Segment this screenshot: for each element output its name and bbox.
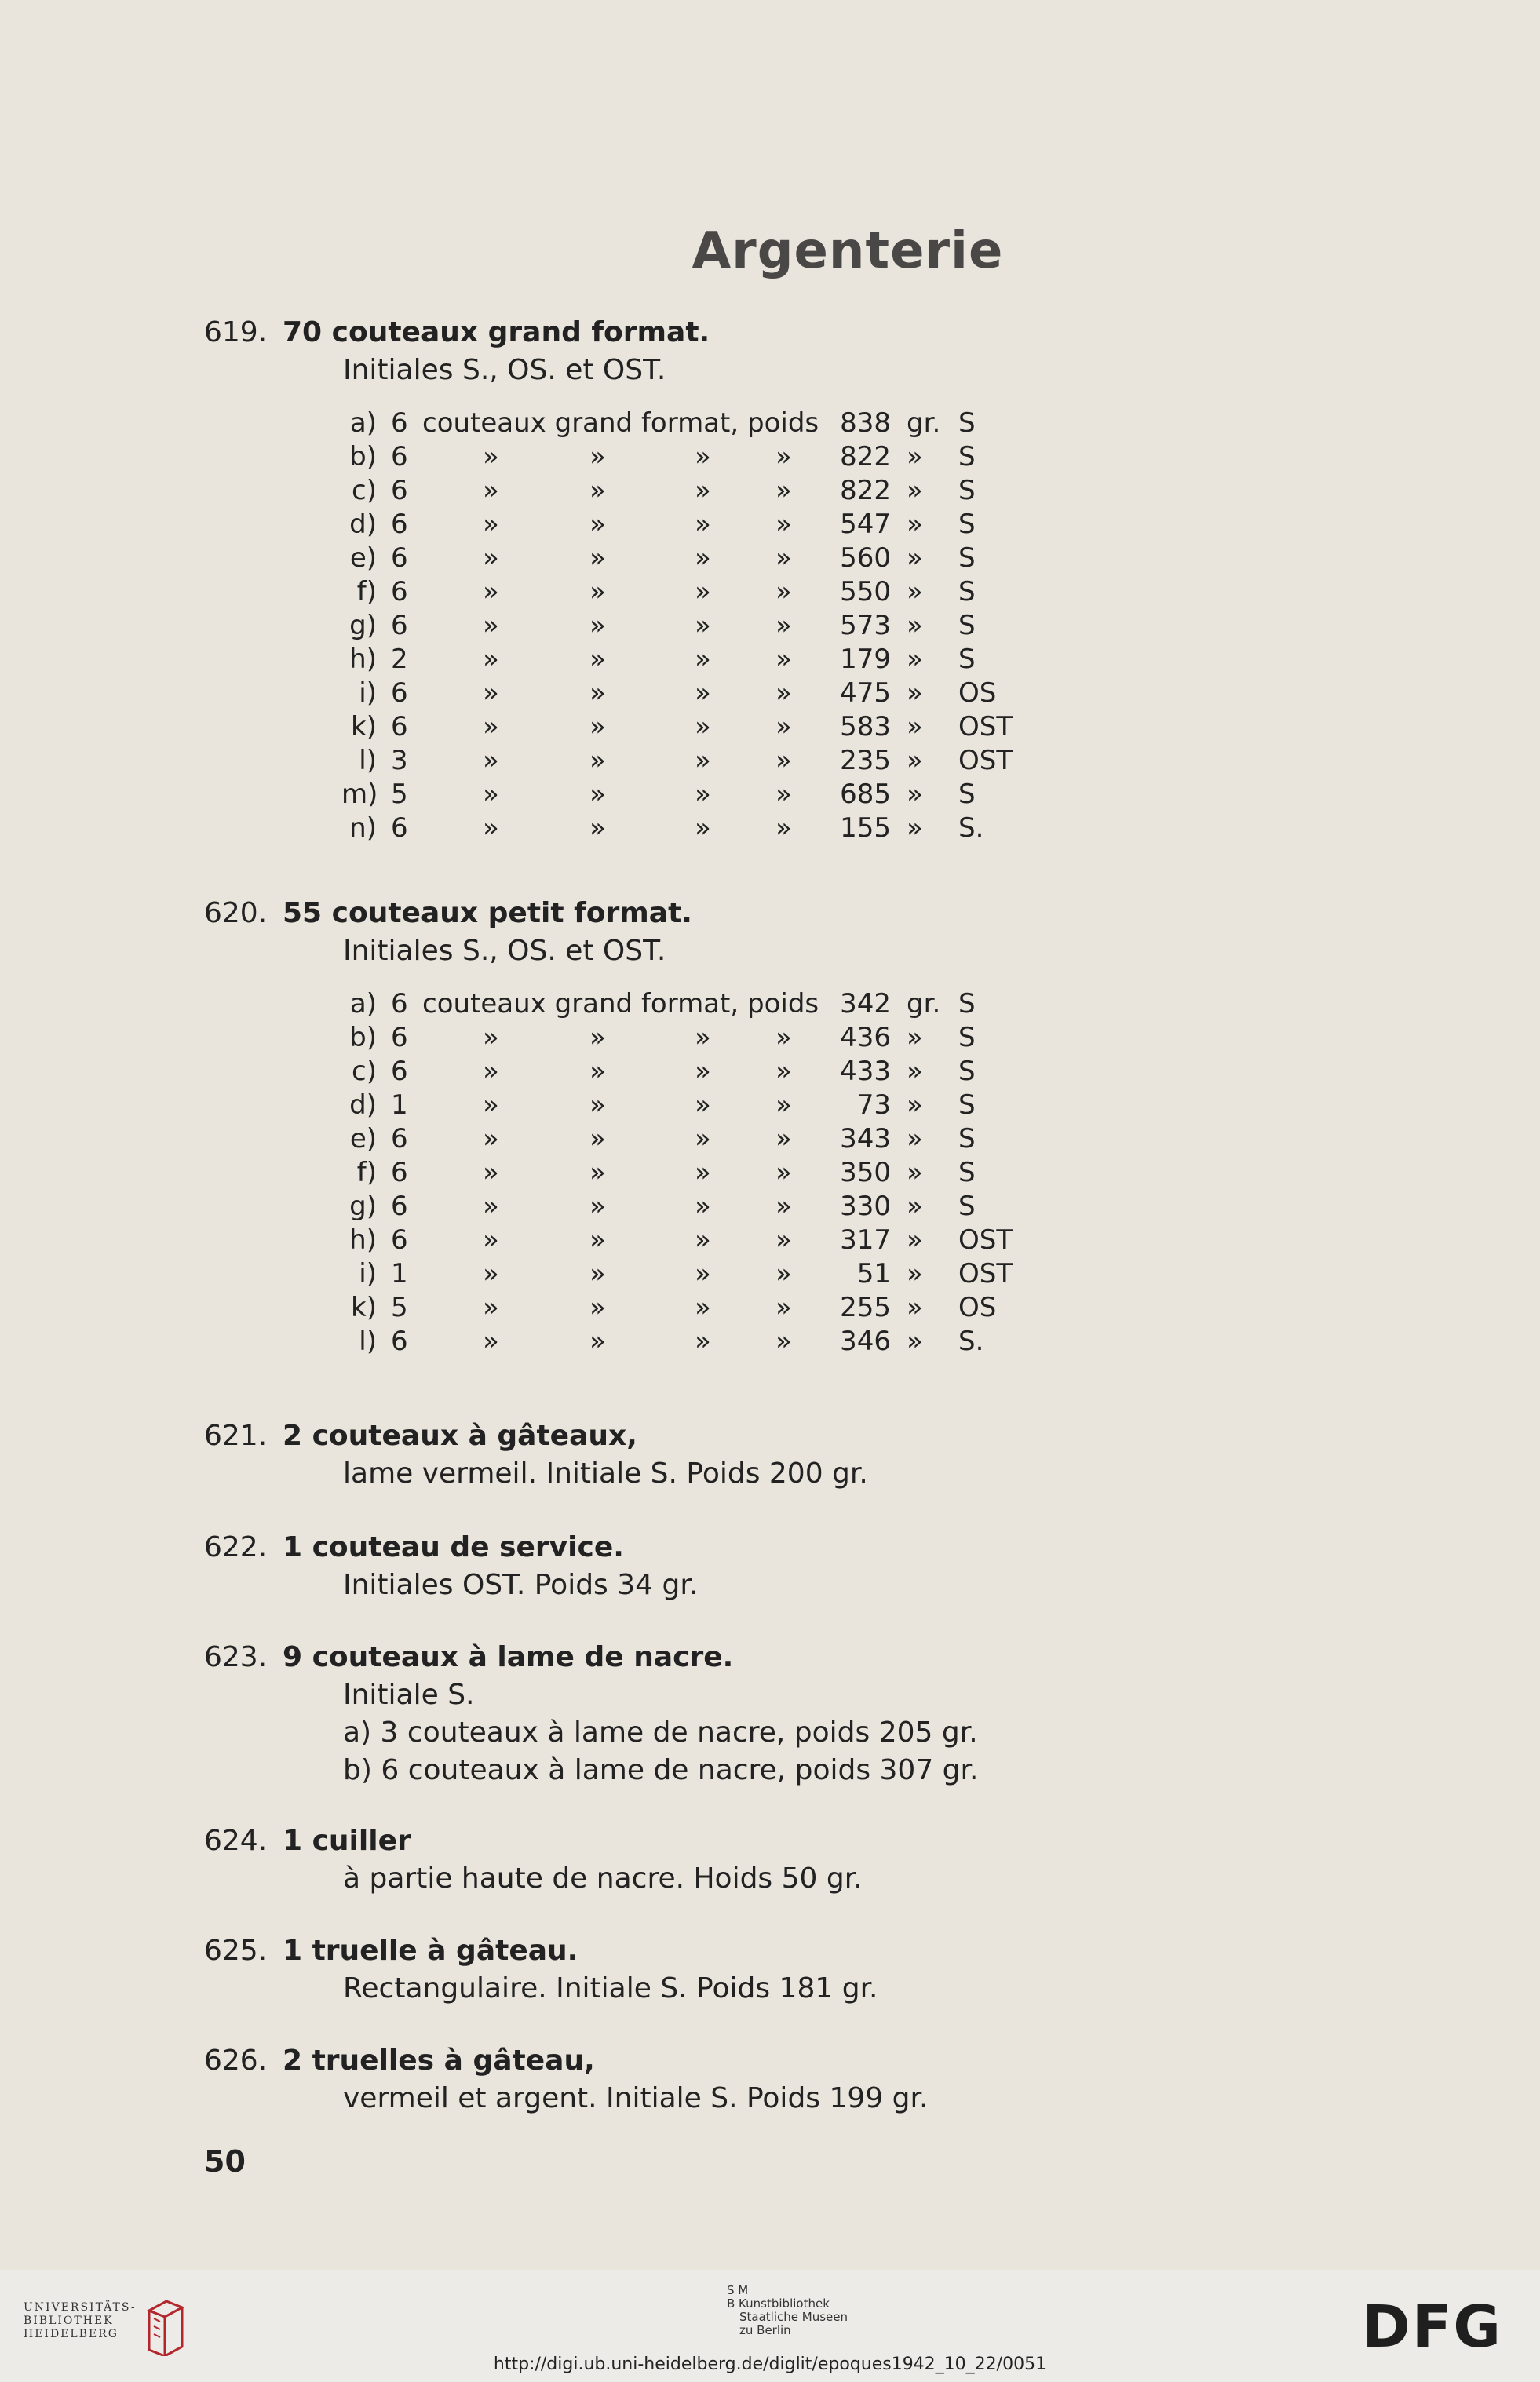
row-count: 6 — [391, 711, 408, 742]
row-initial: OST — [958, 1224, 1013, 1256]
ditto-mark: » — [483, 711, 499, 742]
ditto-mark: » — [775, 1191, 792, 1222]
row-count: 6 — [391, 1056, 408, 1087]
row-weight: 155 — [840, 812, 891, 844]
ditto-mark: » — [589, 1056, 606, 1087]
row-count: 6 — [391, 509, 408, 540]
ditto-mark: » — [483, 1022, 499, 1053]
row-weight: 51 — [856, 1258, 891, 1289]
ditto-mark: » — [483, 745, 499, 776]
ditto-mark: » — [775, 779, 792, 810]
ditto-mark: » — [589, 1123, 606, 1155]
row-initial: S. — [958, 812, 984, 844]
ditto-mark: » — [695, 441, 711, 472]
ditto-mark: » — [483, 542, 499, 574]
entry-title: 55 couteaux petit format. — [283, 897, 692, 929]
row-weight: 560 — [840, 542, 891, 574]
catalog-entry-621 — [204, 1417, 868, 1493]
entry-line: b) 6 couteaux à lame de nacre, poids 307 gr. — [343, 1754, 979, 1786]
ditto-mark: » — [775, 576, 792, 607]
row-count: 6 — [391, 1224, 408, 1256]
row-weight: 342 — [840, 988, 891, 1020]
row-initial: S — [958, 1089, 976, 1121]
ditto-mark: » — [695, 779, 711, 810]
ditto-mark: » — [695, 711, 711, 742]
row-unit: » — [907, 1089, 923, 1121]
heidelberg-library-wordmark[interactable] — [24, 2301, 137, 2341]
row-unit: » — [907, 745, 923, 776]
ditto-mark: » — [589, 1022, 606, 1053]
row-count: 6 — [391, 1326, 408, 1357]
entry-line: Rectangulaire. Initiale S. Poids 181 gr. — [343, 1972, 878, 2004]
row-weight: 179 — [840, 644, 891, 675]
row-unit: » — [907, 1258, 923, 1289]
ditto-mark: » — [695, 677, 711, 709]
catalog-entry-626 — [204, 2042, 928, 2118]
row-description: couteaux grand format, poids — [422, 407, 819, 439]
page-number: 50 — [204, 2144, 246, 2179]
ditto-mark: » — [589, 812, 606, 844]
ditto-mark: » — [483, 1123, 499, 1155]
row-label: f) — [356, 576, 377, 607]
ditto-mark: » — [775, 1157, 792, 1188]
entry-heading — [204, 1417, 868, 1455]
row-label: k) — [351, 711, 377, 742]
entry-title: 9 couteaux à lame de nacre. — [283, 1641, 734, 1673]
catalog-entry-622 — [204, 1529, 698, 1604]
ditto-mark: » — [589, 475, 606, 506]
catalog-entry-625 — [204, 1932, 878, 2008]
row-label: m) — [341, 779, 378, 810]
ditto-mark: » — [695, 542, 711, 574]
ditto-mark: » — [589, 441, 606, 472]
entry-heading — [204, 1639, 978, 1676]
entry-title: 70 couteaux grand format. — [283, 316, 710, 348]
row-initial: S — [958, 407, 976, 439]
row-initial: S — [958, 1022, 976, 1053]
row-count: 1 — [391, 1258, 408, 1289]
ditto-mark: » — [589, 1326, 606, 1357]
permalink-url[interactable]: http://digi.ub.uni-heidelberg.de/diglit/epoques1942_10_22/0051 — [493, 2355, 1047, 2374]
ditto-mark: » — [695, 1089, 711, 1121]
ditto-mark: » — [695, 1157, 711, 1188]
row-unit: » — [907, 1224, 923, 1256]
row-weight: 822 — [840, 475, 891, 506]
row-unit: » — [907, 576, 923, 607]
row-unit: » — [907, 1056, 923, 1087]
catalog-entry-619 — [204, 314, 710, 389]
row-initial: S — [958, 644, 976, 675]
row-initial: OS — [958, 677, 997, 709]
row-initial: S — [958, 988, 976, 1020]
ditto-mark: » — [775, 542, 792, 574]
row-weight: 475 — [840, 677, 891, 709]
entry-number: 619. — [204, 316, 268, 348]
entry-heading — [204, 895, 692, 932]
row-count: 6 — [391, 542, 408, 574]
ditto-mark: » — [589, 1191, 606, 1222]
entry-number: 622. — [204, 1531, 268, 1563]
row-unit: » — [907, 509, 923, 540]
ditto-mark: » — [589, 711, 606, 742]
ditto-mark: » — [695, 812, 711, 844]
ditto-mark: » — [589, 677, 606, 709]
entry-line: lame vermeil. Initiale S. Poids 200 gr. — [343, 1457, 868, 1490]
entry-number: 620. — [204, 897, 268, 929]
ditto-mark: » — [775, 1089, 792, 1121]
row-count: 5 — [391, 1292, 408, 1323]
row-count: 6 — [391, 677, 408, 709]
row-initial: OS — [958, 1292, 997, 1323]
ditto-mark: » — [695, 509, 711, 540]
ditto-mark: » — [483, 1157, 499, 1188]
ditto-mark: » — [589, 779, 606, 810]
ditto-mark: » — [775, 1224, 792, 1256]
entry-title: 2 couteaux à gâteaux, — [283, 1420, 637, 1452]
ditto-mark: » — [775, 711, 792, 742]
row-initial: S. — [958, 1326, 984, 1357]
ditto-mark: » — [775, 745, 792, 776]
ditto-mark: » — [589, 745, 606, 776]
ditto-mark: » — [775, 509, 792, 540]
row-weight: 255 — [840, 1292, 891, 1323]
ditto-mark: » — [483, 1056, 499, 1087]
row-initial: S — [958, 779, 976, 810]
row-unit: » — [907, 542, 923, 574]
row-description: couteaux grand format, poids — [422, 988, 819, 1020]
ditto-mark: » — [775, 1258, 792, 1289]
library-logo-icon — [143, 2295, 187, 2356]
row-weight: 583 — [840, 711, 891, 742]
ditto-mark: » — [483, 1089, 499, 1121]
smb-credit — [727, 2284, 848, 2337]
row-initial: OST — [958, 1258, 1013, 1289]
ditto-mark: » — [483, 1292, 499, 1323]
row-initial: S — [958, 576, 976, 607]
row-count: 6 — [391, 1022, 408, 1053]
ditto-mark: » — [695, 1056, 711, 1087]
row-unit: » — [907, 610, 923, 641]
entry-title: 1 couteau de service. — [283, 1531, 624, 1563]
digitization-footer — [0, 2270, 1540, 2382]
entry-number: 625. — [204, 1935, 268, 1967]
row-initial: S — [958, 610, 976, 641]
ditto-mark: » — [483, 1326, 499, 1357]
ditto-mark: » — [589, 1224, 606, 1256]
row-unit: » — [907, 677, 923, 709]
wordmark-line: HEIDELBERG — [24, 2328, 119, 2340]
ditto-mark: » — [589, 509, 606, 540]
row-label: c) — [352, 1056, 377, 1087]
row-label: a) — [349, 407, 377, 439]
row-unit: » — [907, 475, 923, 506]
entry-title: 2 truelles à gâteau, — [283, 2045, 595, 2077]
entry-number: 623. — [204, 1641, 268, 1673]
ditto-mark: » — [695, 576, 711, 607]
ditto-mark: » — [775, 1123, 792, 1155]
row-count: 1 — [391, 1089, 408, 1121]
ditto-mark: » — [589, 1258, 606, 1289]
row-weight: 350 — [840, 1157, 891, 1188]
ditto-mark: » — [589, 644, 606, 675]
entry-line: a) 3 couteaux à lame de nacre, poids 205 gr. — [343, 1716, 978, 1749]
ditto-mark: » — [695, 610, 711, 641]
row-count: 6 — [391, 610, 408, 641]
ditto-mark: » — [775, 441, 792, 472]
ditto-mark: » — [589, 1157, 606, 1188]
ditto-mark: » — [695, 1191, 711, 1222]
wordmark-line: UNIVERSITÄTS- — [24, 2301, 137, 2314]
row-initial: S — [958, 441, 976, 472]
ditto-mark: » — [695, 1258, 711, 1289]
ditto-mark: » — [775, 610, 792, 641]
ditto-mark: » — [775, 1056, 792, 1087]
row-unit: » — [907, 1191, 923, 1222]
entry-title: 1 cuiller — [283, 1825, 411, 1857]
row-label: i) — [359, 677, 377, 709]
entry-title: 1 truelle à gâteau. — [283, 1935, 578, 1967]
ditto-mark: » — [483, 677, 499, 709]
ditto-mark: » — [483, 644, 499, 675]
ditto-mark: » — [483, 610, 499, 641]
row-label: l) — [359, 1326, 377, 1357]
ditto-mark: » — [589, 610, 606, 641]
ditto-mark: » — [483, 812, 499, 844]
row-label: e) — [349, 1123, 377, 1155]
row-unit: » — [907, 1022, 923, 1053]
row-label: g) — [349, 610, 377, 641]
row-count: 6 — [391, 1123, 408, 1155]
row-label: l) — [359, 745, 377, 776]
row-weight: 317 — [840, 1224, 891, 1256]
row-label: h) — [349, 644, 377, 675]
ditto-mark: » — [695, 1123, 711, 1155]
row-weight: 550 — [840, 576, 891, 607]
catalog-entry-623 — [204, 1639, 978, 1789]
row-label: b) — [349, 1022, 377, 1053]
row-unit: » — [907, 1123, 923, 1155]
row-count: 2 — [391, 644, 408, 675]
ditto-mark: » — [483, 509, 499, 540]
row-label: k) — [351, 1292, 377, 1323]
row-weight: 346 — [840, 1326, 891, 1357]
entry-number: 621. — [204, 1420, 268, 1452]
row-weight: 433 — [840, 1056, 891, 1087]
row-label: b) — [349, 441, 377, 472]
row-label: g) — [349, 1191, 377, 1222]
entry-heading — [204, 1932, 878, 1970]
ditto-mark: » — [695, 1292, 711, 1323]
row-unit: » — [907, 779, 923, 810]
entry-heading — [204, 1529, 698, 1567]
entry-line: vermeil et argent. Initiale S. Poids 199 gr. — [343, 2082, 929, 2114]
ditto-mark: » — [775, 475, 792, 506]
entry-heading — [204, 2042, 928, 2080]
row-count: 6 — [391, 1191, 408, 1222]
ditto-mark: » — [695, 1224, 711, 1256]
row-initial: OST — [958, 711, 1013, 742]
row-label: n) — [349, 812, 377, 844]
row-label: d) — [349, 509, 377, 540]
row-label: e) — [349, 542, 377, 574]
ditto-mark: » — [483, 441, 499, 472]
row-weight: 573 — [840, 610, 891, 641]
ditto-mark: » — [775, 1326, 792, 1357]
row-count: 6 — [391, 576, 408, 607]
row-unit: gr. — [907, 988, 941, 1020]
ditto-mark: » — [775, 812, 792, 844]
row-unit: gr. — [907, 407, 941, 439]
row-unit: » — [907, 1326, 923, 1357]
credit-line: zu Berlin — [739, 2323, 791, 2337]
ditto-mark: » — [483, 1258, 499, 1289]
row-initial: OST — [958, 745, 1013, 776]
row-count: 6 — [391, 441, 408, 472]
row-count: 3 — [391, 745, 408, 776]
row-count: 6 — [391, 988, 408, 1020]
ditto-mark: » — [589, 1292, 606, 1323]
catalog-entry-624 — [204, 1822, 863, 1898]
ditto-mark: » — [589, 576, 606, 607]
row-weight: 547 — [840, 509, 891, 540]
ditto-mark: » — [775, 1292, 792, 1323]
row-count: 6 — [391, 407, 408, 439]
row-initial: S — [958, 1123, 976, 1155]
row-weight: 330 — [840, 1191, 891, 1222]
row-label: f) — [356, 1157, 377, 1188]
ditto-mark: » — [695, 1326, 711, 1357]
ditto-mark: » — [483, 779, 499, 810]
entry-line: à partie haute de nacre. Hoids 50 gr. — [343, 1862, 863, 1895]
row-label: h) — [349, 1224, 377, 1256]
wordmark-line: BIBLIOTHEK — [24, 2315, 114, 2327]
row-unit: » — [907, 441, 923, 472]
credit-line: Staatliche Museen — [739, 2310, 848, 2324]
entry-heading — [204, 314, 710, 352]
row-count: 6 — [391, 1157, 408, 1188]
ditto-mark: » — [695, 1022, 711, 1053]
row-label: d) — [349, 1089, 377, 1121]
row-initial: S — [958, 475, 976, 506]
row-initial: S — [958, 1056, 976, 1087]
row-weight: 235 — [840, 745, 891, 776]
ditto-mark: » — [695, 644, 711, 675]
row-unit: » — [907, 644, 923, 675]
row-unit: » — [907, 1292, 923, 1323]
row-count: 6 — [391, 475, 408, 506]
ditto-mark: » — [589, 542, 606, 574]
row-weight: 343 — [840, 1123, 891, 1155]
row-initial: S — [958, 542, 976, 574]
ditto-mark: » — [483, 1191, 499, 1222]
row-initial: S — [958, 509, 976, 540]
ditto-mark: » — [483, 576, 499, 607]
ditto-mark: » — [483, 475, 499, 506]
page-title: Argenterie — [692, 222, 1004, 280]
catalog-entry-620 — [204, 895, 692, 970]
row-weight: 838 — [840, 407, 891, 439]
entry-line: Initiales OST. Poids 34 gr. — [343, 1569, 699, 1601]
entry-line: Initiale S. — [343, 1679, 475, 1711]
entry-subtitle: Initiales S., OS. et OST. — [343, 935, 666, 967]
row-label: c) — [352, 475, 377, 506]
row-unit: » — [907, 711, 923, 742]
dfg-logo[interactable]: DFG — [1362, 2293, 1502, 2361]
entry-number: 626. — [204, 2045, 268, 2077]
row-count: 5 — [391, 779, 408, 810]
ditto-mark: » — [775, 1022, 792, 1053]
row-unit: » — [907, 1157, 923, 1188]
ditto-mark: » — [483, 1224, 499, 1256]
ditto-mark: » — [695, 745, 711, 776]
row-weight: 685 — [840, 779, 891, 810]
row-weight: 436 — [840, 1022, 891, 1053]
entry-subtitle: Initiales S., OS. et OST. — [343, 354, 666, 386]
entry-heading — [204, 1822, 863, 1860]
ditto-mark: » — [589, 1089, 606, 1121]
credit-line: S M — [727, 2283, 749, 2297]
ditto-mark: » — [695, 475, 711, 506]
row-weight: 822 — [840, 441, 891, 472]
row-count: 6 — [391, 812, 408, 844]
row-label: a) — [349, 988, 377, 1020]
ditto-mark: » — [775, 644, 792, 675]
row-unit: » — [907, 812, 923, 844]
row-weight: 73 — [856, 1089, 891, 1121]
entry-number: 624. — [204, 1825, 268, 1857]
credit-line: B Kunstbibliothek — [727, 2296, 830, 2311]
row-initial: S — [958, 1191, 976, 1222]
row-initial: S — [958, 1157, 976, 1188]
row-label: i) — [359, 1258, 377, 1289]
ditto-mark: » — [775, 677, 792, 709]
